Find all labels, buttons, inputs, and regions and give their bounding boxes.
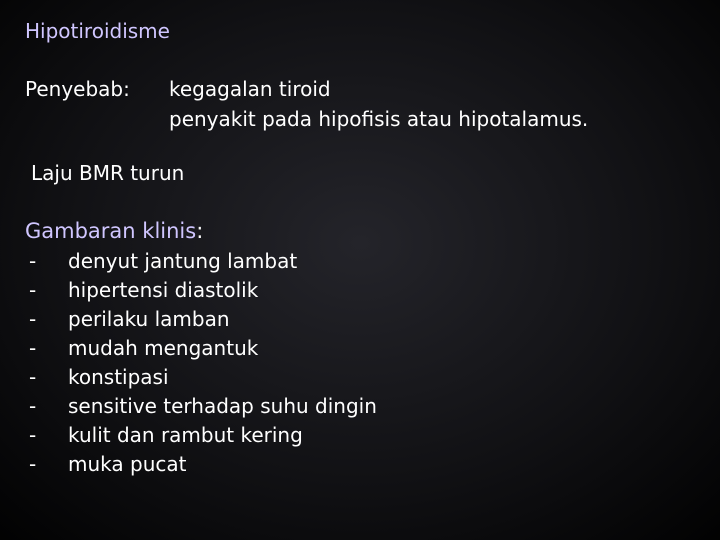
clinical-heading xyxy=(25,216,203,246)
symptom-text: konstipasi xyxy=(68,365,169,389)
symptom-text: denyut jantung lambat xyxy=(68,249,298,273)
slide-title: Hipotiroidisme xyxy=(25,19,170,43)
symptom-text: kulit dan rambut kering xyxy=(68,423,303,447)
dash-bullet: - xyxy=(29,394,37,418)
dash-bullet: - xyxy=(29,452,37,476)
symptom-text: mudah mengantuk xyxy=(68,336,259,360)
cause-label: Penyebab: xyxy=(25,77,130,101)
symptom-text: muka pucat xyxy=(68,452,187,476)
clinical-heading-colon: : xyxy=(196,219,204,243)
dash-bullet: - xyxy=(29,365,37,389)
cause-item: kegagalan tiroid xyxy=(169,77,331,101)
clinical-heading-text: Gambaran klinis xyxy=(25,219,197,243)
dash-bullet: - xyxy=(29,336,37,360)
dash-bullet: - xyxy=(29,307,37,331)
dash-bullet: - xyxy=(29,278,37,302)
symptom-text: perilaku lamban xyxy=(68,307,230,331)
symptom-text: sensitive terhadap suhu dingin xyxy=(68,394,377,418)
cause-item: penyakit pada hipofisis atau hipotalamus. xyxy=(169,107,589,131)
dash-bullet: - xyxy=(29,249,37,273)
symptom-text: hipertensi diastolik xyxy=(68,278,259,302)
dash-bullet: - xyxy=(29,423,37,447)
bmr-statement: Laju BMR turun xyxy=(31,161,185,185)
